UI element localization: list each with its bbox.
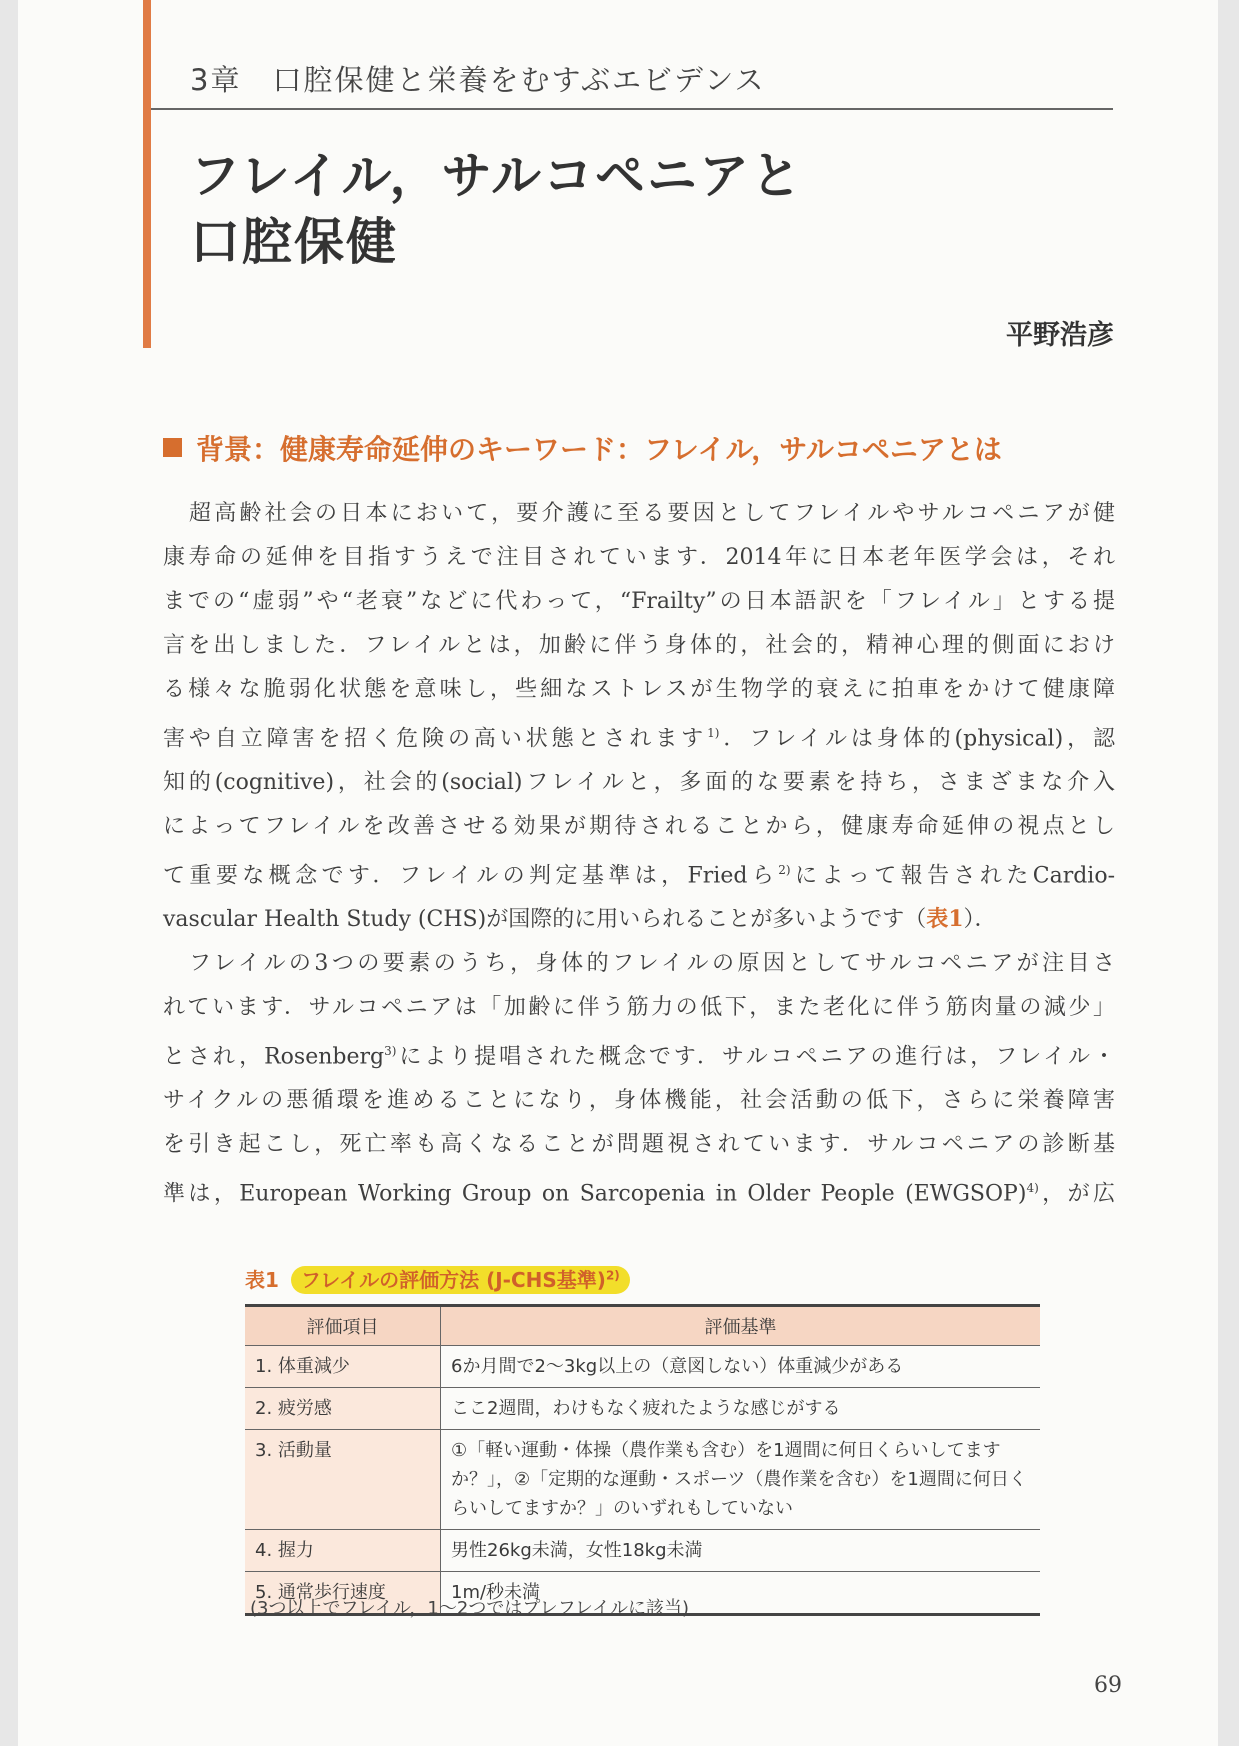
chapter-accent-bar [143,0,151,348]
text-line: れています．サルコペニアは「加齢に伴う筋力の低下，また老化に伴う筋肉量の減少」 [163,994,1115,1020]
text-line [163,1167,1115,1216]
citation: 2) [778,862,791,877]
table-note: (3つ以上でフレイル，1～2つではプレフレイルに該当) [250,1598,689,1619]
author-name: 平野浩彦 [1006,320,1114,351]
chapter-rule [151,108,1113,110]
section-square-icon [163,438,182,457]
citation: 1) [707,725,720,740]
header-item: 評価項目 [245,1306,441,1346]
table-header-row [245,1306,1040,1346]
table-caption-text: フレイルの評価方法 (J-CHS基準) [300,1268,606,1292]
citation: 2) [605,1268,620,1283]
table-row [245,1430,1040,1530]
table-reference-link[interactable]: 表1 [926,905,964,932]
table-caption-highlight [291,1266,630,1294]
body-text [163,492,1115,1216]
table-row [245,1388,1040,1430]
text-span: て重要な概念です．フレイルの判定基準は，Friedら [163,862,779,888]
text-span: 害や自立障害を招く危険の高い状態とされます [163,725,708,751]
cell-criteria: 1m/秒未満 [441,1572,1041,1615]
text-span: 準は，European Working Group on Sarcopenia in Older People (EWGSOP) [163,1180,1027,1206]
cell-item: 4. 握力 [245,1530,441,1572]
text-span: ，が広 [1038,1180,1115,1206]
text-line: 言を出しました．フレイルとは，加齢に伴う身体的，社会的，精神心理的側面におけ [163,632,1115,658]
cell-criteria: 男性26kg未満，女性18kg未満 [441,1530,1041,1572]
cell-criteria: ①「軽い運動・体操（農作業も含む）を1週間に何日くらいしてますか？」，②「定期的な運動・スポーツ（農作業を含む）を1週間に何日くらいしてますか？」のいずれもしていない [441,1430,1041,1530]
cell-item: 3. 活動量 [245,1430,441,1530]
text-line: サイクルの悪循環を進めることになり，身体機能，社会活動の低下，さらに栄養障害 [163,1087,1115,1113]
frailty-criteria-table [245,1304,1040,1616]
cell-item: 2. 疲労感 [245,1388,441,1430]
text-line: までの“虚弱”や“老衰”などに代わって，“Frailty”の日本語訳を「フレイル」とする提 [163,588,1115,614]
text-line: 康寿命の延伸を目指すうえで注目されています．2014年に日本老年医学会は，それ [163,544,1115,570]
section-heading-text: 背景：健康寿命延伸のキーワード：フレイル，サルコペニアとは [196,433,1002,466]
text-span: ．フレイルは身体的(physical)，認 [719,725,1115,751]
table-label: 表1 [245,1268,279,1292]
article-title [190,143,803,275]
cell-criteria: ここ2週間，わけもなく疲れたような感じがする [441,1388,1041,1430]
text-line: る様々な脆弱化状態を意味し，些細なストレスが生物学的衰えに拍車をかけて健康障 [163,676,1115,702]
text-line [163,1030,1115,1079]
text-line: を引き起こし，死亡率も高くなることが問題視されています．サルコペニアの診断基 [163,1131,1115,1157]
table-row [245,1346,1040,1388]
citation: 4) [1026,1180,1039,1195]
text-line: 超高齢社会の日本において，要介護に至る要因としてフレイルやサルコペニアが健 [189,501,1115,526]
table-row [245,1530,1040,1572]
page-number: 69 [1094,1673,1122,1698]
text-span: とされ，Rosenberg [163,1043,385,1069]
text-line [163,898,1115,942]
text-line [163,712,1115,761]
section-heading [163,428,1002,468]
text-line [163,849,1115,898]
text-span: によって報告されたCardio- [790,862,1116,888]
header-criteria: 評価基準 [441,1306,1041,1346]
title-line-2: 口腔保健 [190,213,398,271]
cell-item: 1. 体重減少 [245,1346,441,1388]
text-line: 知的(cognitive)，社会的(social)フレイルと，多面的な要素を持ち，さまざまな介入 [163,769,1115,795]
chapter-heading: 3章 口腔保健と栄養をむすぶエビデンス [190,63,766,97]
text-span: により提唱された概念です．サルコペニアの進行は，フレイル・ [396,1043,1115,1069]
cell-item: 5. 通常歩行速度 [245,1572,441,1615]
text-span: ）． [963,906,997,932]
citation: 3) [384,1043,397,1058]
text-line: フレイルの3つの要素のうち，身体的フレイルの原因としてサルコペニアが注目さ [189,950,1115,976]
cell-criteria: 6か月間で2～3kg以上の（意図しない）体重減少がある [441,1346,1041,1388]
title-line-1: フレイル，サルコペニアと [190,147,803,205]
table-caption [245,1264,630,1293]
text-span: vascular Health Study (CHS)が国際的に用いられることが多いようです（ [163,906,927,932]
text-line: によってフレイルを改善させる効果が期待されることから，健康寿命延伸の視点とし [163,813,1115,839]
